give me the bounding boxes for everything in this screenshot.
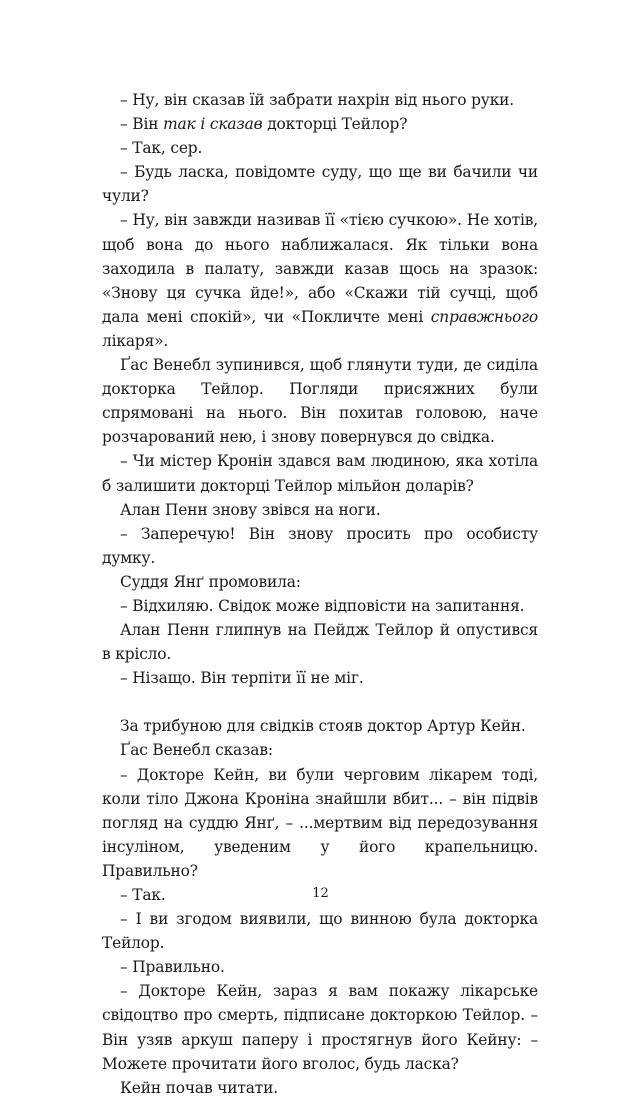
text-run: – Правильно. xyxy=(120,958,225,977)
text-run: Алан Пенн глипнув на Пейдж Тейлор й опустився в крісло. xyxy=(102,621,538,664)
text-run: – Докторе Кейн, зараз я вам покажу лікарське свідоцтво про смерть, підписане докторкою Тейлор. – Він узяв аркуш паперу і простягнув його Кейну: – Можете прочитати його вголос, будь ласка? xyxy=(102,982,538,1073)
paragraph xyxy=(102,498,538,522)
text-run: – Так. xyxy=(120,886,166,904)
paragraph xyxy=(102,88,538,112)
paragraph xyxy=(102,353,538,449)
text-run: Алан Пенн знову звівся на ноги. xyxy=(120,500,381,519)
paragraph xyxy=(102,136,538,160)
text-run: Ґас Венебл сказав: xyxy=(120,741,273,760)
paragraph xyxy=(102,1076,538,1100)
paragraph xyxy=(102,160,538,208)
text-run: – Ну, він завжди називав її «тією сучкою». Не хотів, щоб вона до нього наближалася. Як тільки вона заходила в палату, завжди казав щось на зразок: «Знову ця сучка йде!», або «Скажи тій сучці, щоб дала мені спокій», чи «Покличте мені xyxy=(102,211,538,326)
text-run: – Заперечую! Він знову просить про особисту думку. xyxy=(102,524,538,567)
paragraph xyxy=(102,666,538,690)
paragraph xyxy=(102,955,538,979)
text-run: – Нізащо. Він терпіти її не міг. xyxy=(120,669,364,688)
text-run: – Будь ласка, повідомте суду, що ще ви бачили чи чули? xyxy=(102,163,538,206)
italic-text: справжнього xyxy=(430,307,538,326)
paragraph xyxy=(102,738,538,762)
paragraph xyxy=(102,570,538,594)
paragraph xyxy=(102,449,538,497)
text-run: лікаря». xyxy=(102,331,169,350)
text-run: Суддя Янґ промовила: xyxy=(120,572,301,591)
page-number: 12 xyxy=(312,886,329,901)
text-run: – І ви згодом виявили, що винною була докторка Тейлор. xyxy=(102,910,538,953)
text-run: – Відхиляю. Свідок може відповісти на запитання. xyxy=(120,596,525,615)
paragraph xyxy=(102,594,538,618)
paragraph xyxy=(102,112,538,136)
italic-text: так і сказав xyxy=(163,115,263,134)
body-text xyxy=(102,88,538,1100)
text-run: Ґас Венебл зупинився, щоб глянути туди, де сиділа докторка Тейлор. Погляди присяжних були спрямовані на нього. Він похитав головою, наче розчарований нею, і знову повернувся до свідка. xyxy=(102,356,538,447)
paragraph xyxy=(102,618,538,666)
text-run: – Ну, він сказав їй забрати нахрін від нього руки. xyxy=(120,91,515,109)
paragraph xyxy=(102,907,538,955)
text-run: – Він xyxy=(120,115,164,134)
text-run: – Чи містер Кронін здався вам людиною, яка хотіла б залишити докторці Тейлор мільйон доларів? xyxy=(102,452,538,495)
paragraph xyxy=(102,522,538,570)
text-run: – Так, сер. xyxy=(120,139,203,158)
paragraph xyxy=(102,714,538,738)
paragraph xyxy=(102,208,538,353)
text-run: докторці Тейлор? xyxy=(262,115,408,134)
paragraph xyxy=(102,763,538,883)
text-run: За трибуною для свідків стояв доктор Артур Кейн. xyxy=(120,717,526,736)
paragraph xyxy=(102,979,538,1075)
text-run: – Докторе Кейн, ви були черговим лікарем тоді, коли тіло Джона Кроніна знайшли вбит... – він підвів погляд на суддю Янґ, – ...мертвим від передозування інсуліном, уведеним у його крапельницю. Правильно? xyxy=(102,765,538,880)
text-run: Кейн почав читати. xyxy=(120,1078,278,1097)
